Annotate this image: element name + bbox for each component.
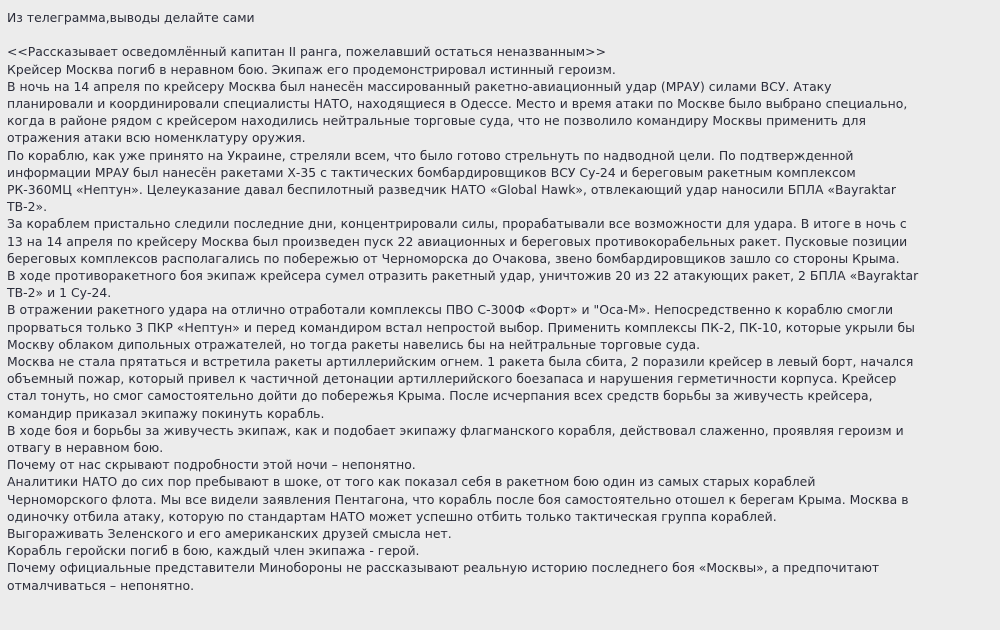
post-body [7,9,997,594]
text-line: отвагу в неравном бою. [7,440,164,456]
text-line: Крейсер Москва погиб в неравном бою. Экипаж его продемонстрировал истинный героизм. [7,61,616,77]
post-intro: Из телеграмма,выводы делайте сами [7,10,255,25]
text-line: Москву облаком дипольных отражателей, но тогда ракеты навелись бы на нейтральные торговые суда. [7,336,701,352]
text-line: В ночь на 14 апреля по крейсеру Москва был нанесён массированный ракетно-авиационный удар (МРАУ) силами ВСУ. Атаку [7,78,832,94]
text-line: Выгораживать Зеленского и его американских друзей смысла нет. [7,526,452,542]
text-line: Москва не стала прятаться и встретила ракеты артиллерийским огнем. 1 ракета была сбита, 2 поразили крейсер в левый борт, начался [7,354,914,370]
text-line: объемный пожар, который привел к частичной детонации артиллерийского боезапаса и нарушения герметичности корпуса. Крейсер [7,371,897,387]
text-line: По кораблю, как уже принято на Украине, стреляли всем, что было готово стрельнуть по надводной цели. По подтвержденной [7,147,854,163]
text-line: За кораблем пристально следили последние дни, концентрировали силы, прорабатывали все возможности для удара. В итоге в ночь с [7,216,907,232]
text-line: прорваться только 3 ПКР «Нептун» и перед командиром встал непростой выбор. Применить комплексы ПК-2, ПК-10, которые укрыли бы [7,319,915,335]
text-line: стал тонуть, но смог самостоятельно дойти до побережья Крыма. После исчерпания всех средств борьбы за живучесть крейсера, [7,388,873,404]
text-line: когда в районе рядом с крейсером находились нейтральные торговые суда, что не позволило командиру Москвы применить для [7,113,866,129]
text-line: ТВ-2» и 1 Су-24. [7,285,112,301]
text-line: Почему от нас скрывают подробности этой ночи – непонятно. [7,457,416,473]
text-line: Черноморского флота. Мы все видели заявления Пентагона, что корабль после боя самостоятельно отошел к берегам Крыма. Москва в [7,491,909,507]
text-line: Почему официальные представители Минобороны не рассказывают реальную историю последнего боя «Москвы», а предпочитают [7,560,880,576]
text-line: информации МРАУ был нанесён ракетами Х-35 с тактических бомбардировщиков ВСУ Су-24 и береговым ракетным комплексом [7,164,856,180]
text-line: 13 на 14 апреля по крейсеру Москва был произведен пуск 22 авиационных и береговых противокорабельных ракет. Пусковые позиции [7,233,908,249]
text-line: В отражении ракетного удара на отлично отработали комплексы ПВО С-300Ф «Форт» и "Оса-М». Непосредственно к кораблю смогли [7,302,894,318]
blank-line [7,26,997,43]
text-line: В ходе противоракетного боя экипаж крейсера сумел отразить ракетный удар, уничтожив 20 из 22 атакующих ракет, 2 БПЛА «Bayraktar [7,268,919,284]
text-line: отмалчиваться – непонятно. [7,577,195,593]
text-line: В ходе боя и борьбы за живучесть экипаж, как и подобает экипажу флагманского корабля, действовал слаженно, проявляя героизм и [7,422,904,438]
text-line: РК-360МЦ «Нептун». Целеуказание давал беспилотный разведчик НАТО «Global Hawk», отвлекающий удар наносили БПЛА «Bayraktar [7,182,897,198]
text-line: отражения атаки всю номенклатуру оружия. [7,130,306,146]
text-line: береговых комплексов располагались по побережью от Черноморска до Очакова, звено бомбардировщиков зашло со стороны Крыма. [7,250,900,266]
text-line: одиночку отбила атаку, которую по стандартам НАТО может успешно отбить только тактическая группа кораблей. [7,508,777,524]
text-line: командир приказал экипажу покинуть корабль. [7,405,325,421]
text-line: Аналитики НАТО до сих пор пребывают в шоке, от того как показал себя в ракетном бою один из самых старых кораблей [7,474,816,490]
text-line: Корабль геройски погиб в бою, каждый член экипажа - герой. [7,543,420,559]
text-line: планировали и координировали специалисты НАТО, находящиеся в Одессе. Место и время атаки по Москве было выбрано специально, [7,96,908,111]
text-line: ТВ-2». [7,199,48,215]
quote-header: <<Рассказывает осведомлённый капитан II ранга, пожелавший остаться неназванным>> [7,44,606,60]
